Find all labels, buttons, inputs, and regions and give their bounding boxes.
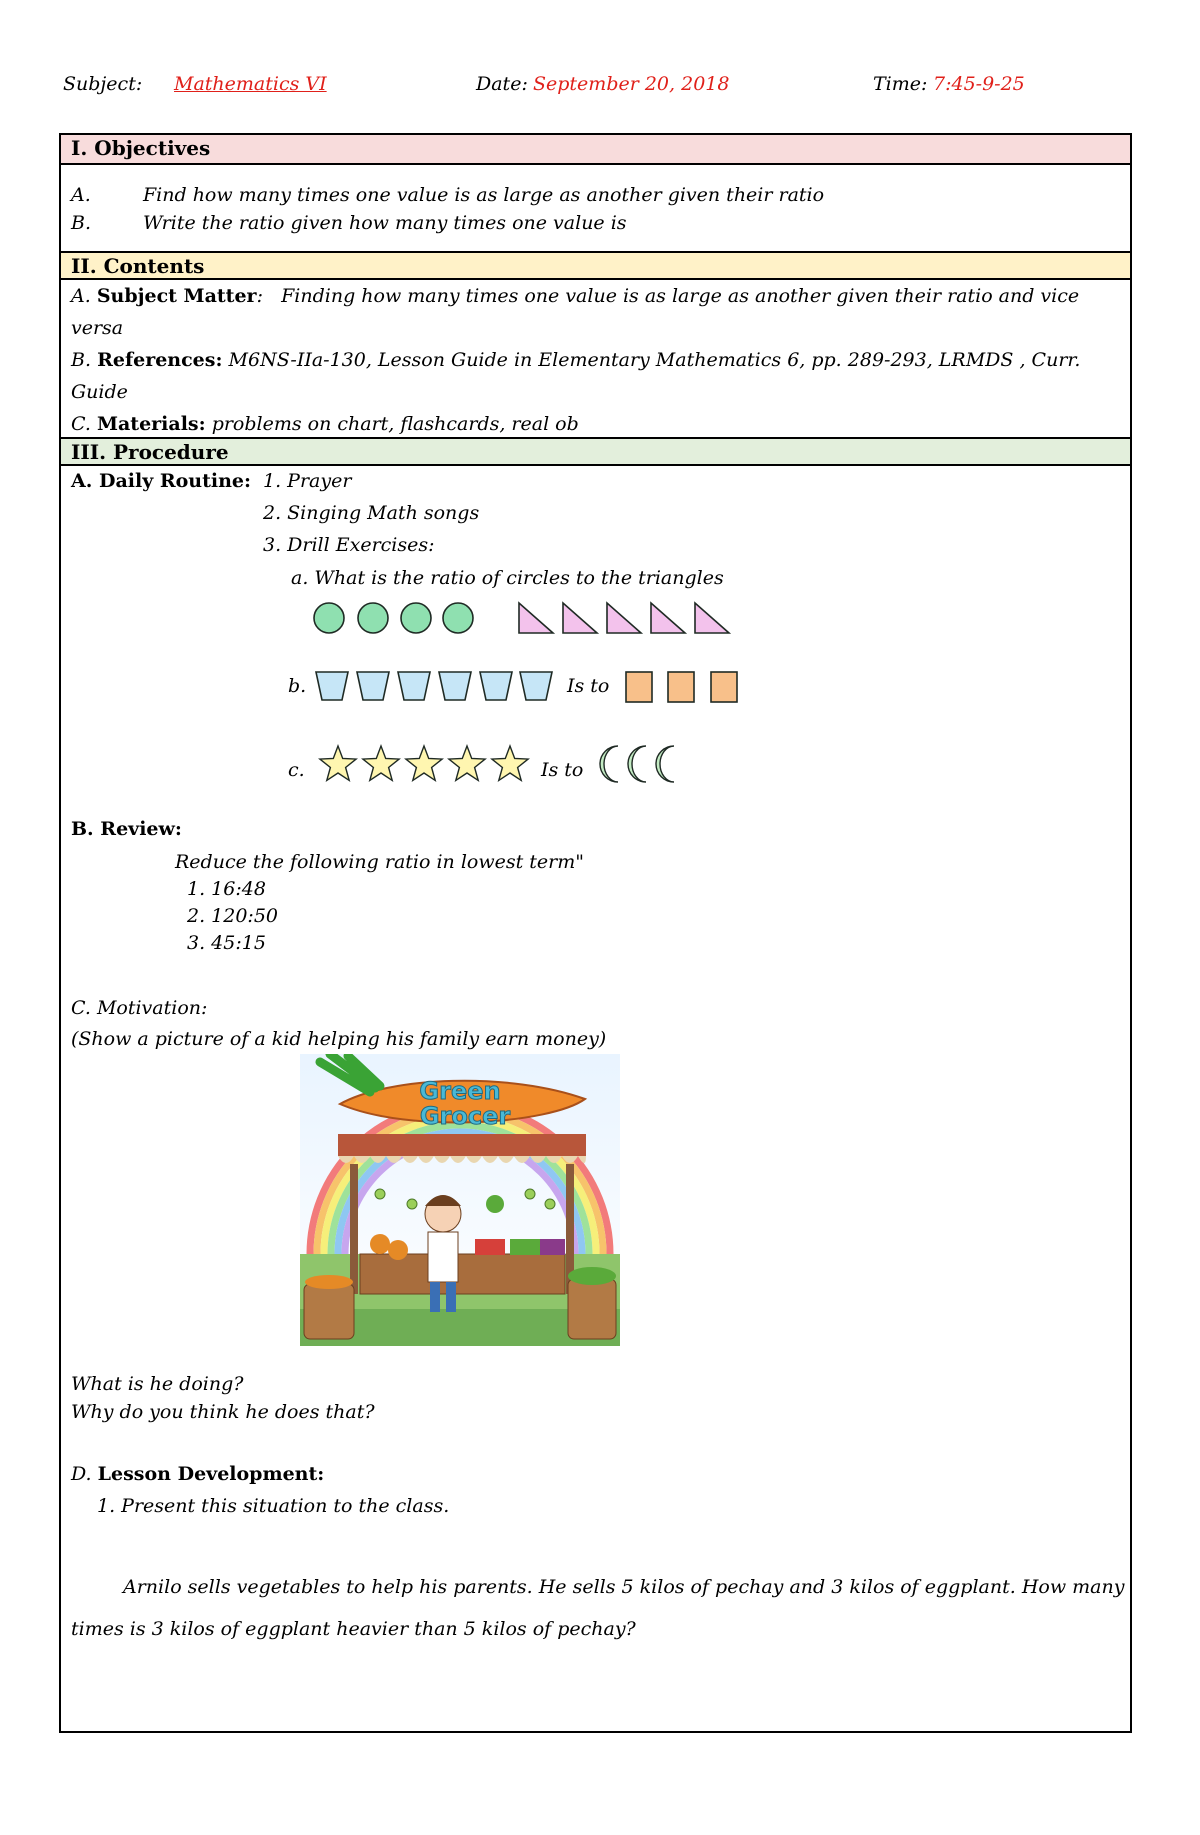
circle-shape bbox=[401, 603, 431, 633]
subject-matter-letter: A. bbox=[71, 285, 91, 307]
routine-item-1: 1. Prayer bbox=[263, 470, 352, 492]
routine-item-3: 3. Drill Exercises: bbox=[263, 534, 435, 556]
drill-c-stars bbox=[318, 742, 533, 786]
references-line bbox=[71, 348, 1080, 372]
materials-text: problems on chart, flashcards, real ob bbox=[211, 413, 579, 435]
objective-b-text: Write the ratio given how many times one value is bbox=[143, 212, 627, 234]
routine-item-2: 2. Singing Math songs bbox=[263, 502, 480, 524]
objective-a-letter: A. bbox=[71, 184, 91, 206]
square-shape bbox=[626, 672, 652, 702]
crescent-moon-shape bbox=[628, 746, 646, 782]
star-shape bbox=[492, 746, 528, 780]
references-text: M6NS-IIa-130, Lesson Guide in Elementary Mathematics 6, pp. 289-293, LRMDS , Curr. bbox=[228, 349, 1081, 371]
drill-c-letter: c. bbox=[288, 759, 305, 781]
subject-value: Mathematics VI bbox=[174, 73, 327, 95]
review-instruction: Reduce the following ratio in lowest term" bbox=[175, 851, 584, 873]
lesson-development-label: Lesson Development: bbox=[97, 1463, 325, 1485]
triangle-shape bbox=[563, 603, 597, 633]
time-value: 7:45-9-25 bbox=[933, 73, 1025, 95]
trapezoid-shape bbox=[357, 672, 389, 700]
green-grocer-picture bbox=[300, 1054, 620, 1346]
subject-matter-text: Finding how many times one value is as large as another given their ratio and vice bbox=[281, 285, 1080, 307]
procedure-heading: III. Procedure bbox=[61, 437, 1130, 466]
question-2: Why do you think he does that? bbox=[71, 1401, 375, 1423]
lesson-item-1: 1. Present this situation to the class. bbox=[97, 1495, 450, 1517]
crescent-moon-shape bbox=[656, 746, 674, 782]
drill-b-letter: b. bbox=[288, 675, 307, 697]
review-label: B. Review: bbox=[71, 818, 182, 840]
review-item-1: 1. 16:48 bbox=[187, 878, 266, 900]
references-label: References: bbox=[97, 349, 223, 371]
trapezoid-shape bbox=[316, 672, 348, 700]
drill-b-is-to: Is to bbox=[567, 675, 610, 697]
circle-shape bbox=[358, 603, 388, 633]
sign-line2: Grocer bbox=[419, 1102, 511, 1130]
materials-label: Materials: bbox=[96, 413, 206, 435]
review-item-3: 3. 45:15 bbox=[187, 932, 266, 954]
subject-matter-colon: : bbox=[256, 285, 263, 307]
review-item-2: 2. 120:50 bbox=[187, 905, 279, 927]
lesson-development-letter: D. bbox=[71, 1463, 92, 1485]
situation-line-1: Arnilo sells vegetables to help his parents. He sells 5 kilos of pechay and 3 kilos of eggplant. How many bbox=[123, 1576, 1125, 1598]
star-shape bbox=[449, 746, 485, 780]
drill-b-squares bbox=[624, 670, 744, 706]
sign-line1: Green bbox=[419, 1077, 501, 1105]
drill-a-shapes bbox=[305, 598, 745, 638]
objective-a-text: Find how many times one value is as large as another given their ratio bbox=[143, 184, 825, 206]
triangle-shape bbox=[651, 603, 685, 633]
materials-letter: C. bbox=[71, 413, 91, 435]
lesson-development-line bbox=[71, 1462, 324, 1486]
contents-heading: II. Contents bbox=[61, 251, 1130, 280]
references-text-cont: Guide bbox=[71, 381, 128, 403]
drill-a-text: a. What is the ratio of circles to the triangles bbox=[291, 567, 724, 589]
circle-shape bbox=[314, 603, 344, 633]
situation-line-2: times is 3 kilos of eggplant heavier than 5 kilos of pechay? bbox=[71, 1618, 636, 1640]
star-shape bbox=[406, 746, 442, 780]
star-shape bbox=[363, 746, 399, 780]
motivation-text: (Show a picture of a kid helping his family earn money) bbox=[71, 1028, 607, 1050]
subject-matter-text-cont: versa bbox=[71, 317, 124, 339]
triangle-shape bbox=[695, 603, 729, 633]
date-label: Date: bbox=[476, 73, 528, 95]
objective-b-letter: B. bbox=[71, 212, 92, 234]
subject-matter-line bbox=[71, 284, 1079, 308]
objectives-heading: I. Objectives bbox=[61, 135, 1130, 165]
date-value: September 20, 2018 bbox=[533, 73, 730, 95]
drill-c-is-to: Is to bbox=[541, 759, 584, 781]
subject-matter-label: Subject Matter bbox=[96, 285, 257, 307]
square-shape bbox=[668, 672, 694, 702]
crescent-moon-shape bbox=[600, 746, 618, 782]
subject-label: Subject: bbox=[63, 73, 143, 95]
drill-c-moons bbox=[594, 742, 694, 786]
drill-b-trapezoids bbox=[313, 668, 553, 706]
trapezoid-shape bbox=[398, 672, 430, 700]
references-letter: B. bbox=[71, 349, 92, 371]
question-1: What is he doing? bbox=[71, 1373, 244, 1395]
time-label: Time: bbox=[873, 73, 928, 95]
trapezoid-shape bbox=[480, 672, 512, 700]
trapezoid-shape bbox=[520, 672, 552, 700]
circle-shape bbox=[443, 603, 473, 633]
materials-line bbox=[71, 412, 579, 436]
triangle-shape bbox=[519, 603, 553, 633]
motivation-label: C. Motivation: bbox=[71, 997, 208, 1019]
star-shape bbox=[320, 746, 356, 780]
triangle-shape bbox=[607, 603, 641, 633]
daily-routine-label: A. Daily Routine: bbox=[71, 470, 252, 492]
square-shape bbox=[711, 672, 737, 702]
trapezoid-shape bbox=[439, 672, 471, 700]
